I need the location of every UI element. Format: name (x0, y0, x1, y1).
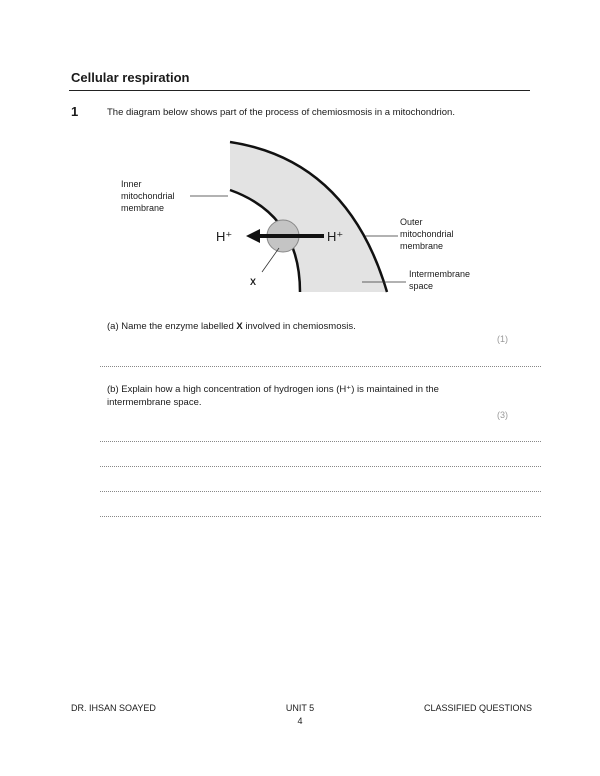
footer-page-number: 4 (297, 716, 303, 726)
answer-line[interactable] (100, 466, 541, 467)
part-a-marks: (1) (497, 334, 508, 344)
part-a-question (107, 320, 487, 333)
part-a-text-after: involved in chemiosmosis. (242, 321, 356, 332)
inner-membrane-label: Inner mitochondrial membrane (121, 179, 175, 213)
part-b-text: Explain how a high concentration of hydrogen ions (H⁺) is maintained in the intermembrane space. (107, 384, 439, 408)
footer-category: CLASSIFIED QUESTIONS (424, 703, 533, 713)
question-intro: The diagram below shows part of the process of chemiosmosis in a mitochondrion. (107, 107, 455, 118)
x-leader (262, 248, 279, 272)
footer-author: DR. IHSAN SOAYED (71, 703, 156, 713)
outer-membrane-label: Outer mitochondrial membrane (400, 217, 454, 251)
part-a-text-before: Name the enzyme labelled (121, 321, 237, 332)
part-b-question (107, 383, 487, 409)
proton-label-right: H⁺ (327, 229, 344, 244)
part-a-label: (a) (107, 321, 119, 332)
section-title: Cellular respiration (71, 70, 190, 85)
answer-line[interactable] (100, 491, 541, 492)
intermembrane-space-region (230, 142, 387, 292)
question-number: 1 (71, 104, 79, 119)
intermembrane-space-label: Intermembrane space (409, 269, 471, 291)
part-b-label: (b) (107, 384, 119, 395)
proton-label-left: H⁺ (216, 229, 233, 244)
answer-line[interactable] (100, 366, 541, 367)
arrowhead-icon (246, 229, 260, 243)
footer-unit: UNIT 5 (285, 703, 315, 713)
part-a-bold-x: X (236, 321, 243, 332)
part-b-marks: (3) (497, 410, 508, 420)
enzyme-x-label: X (250, 277, 257, 287)
answer-line[interactable] (100, 441, 541, 442)
answer-line[interactable] (100, 516, 541, 517)
